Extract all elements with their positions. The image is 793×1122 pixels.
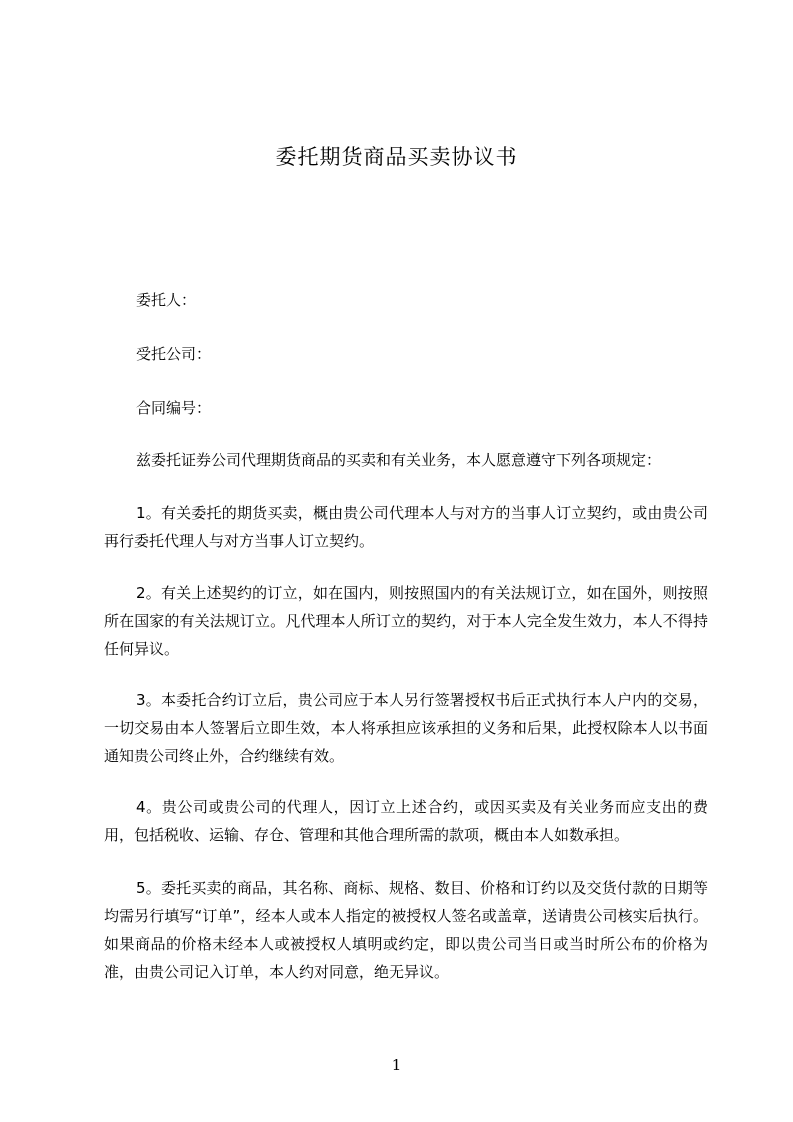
- clause-2: 2。有关上述契约的订立，如在国内，则按照国内的有关法规订立，如在国外，则按照所在国家的有关法规订立。凡代理本人所订立的契约，对于本人完全发生效力，本人不得持任何异议。: [104, 584, 708, 658]
- client-field-label: 委托人：: [136, 291, 197, 309]
- clause-5: 5。委托买卖的商品，其名称、商标、规格、数目、价格和订约以及交货付款的日期等均需另行填写“订单”，经本人或本人指定的被授权人签名或盖章，送请贵公司核实后执行。如果商品的价格未经本人或被授权人填明或约定，即以贵公司当日或当时所公布的价格为准，由贵公司记入订单，本人约对同意，绝无异议。: [104, 879, 708, 981]
- clause-4: 4。贵公司或贵公司的代理人，因订立上述合约，或因买卖及有关业务而应支出的费用，包括税收、运输、存仓、管理和其他合理所需的款项，概由本人如数承担。: [104, 798, 708, 844]
- contract-number-field-label: 合同编号：: [136, 399, 212, 417]
- page-number: 1: [391, 1056, 402, 1074]
- company-field-label: 受托公司：: [136, 345, 212, 363]
- intro-paragraph: 兹委托证券公司代理期货商品的买卖和有关业务，本人愿意遵守下列各项规定：: [136, 451, 662, 469]
- clause-3: 3。本委托合约订立后，贵公司应于本人另行签署授权书后正式执行本人户内的交易，一切交易由本人签署后立即生效，本人将承担应该承担的义务和后果，此授权除本人以书面通知贵公司终止外，合约继续有效。: [104, 691, 708, 765]
- document-title: 委托期货商品买卖协议书: [275, 145, 518, 169]
- clause-1: 1。有关委托的期货买卖，概由贵公司代理本人与对方的当事人订立契约，或由贵公司再行委托代理人与对方当事人订立契约。: [104, 504, 708, 550]
